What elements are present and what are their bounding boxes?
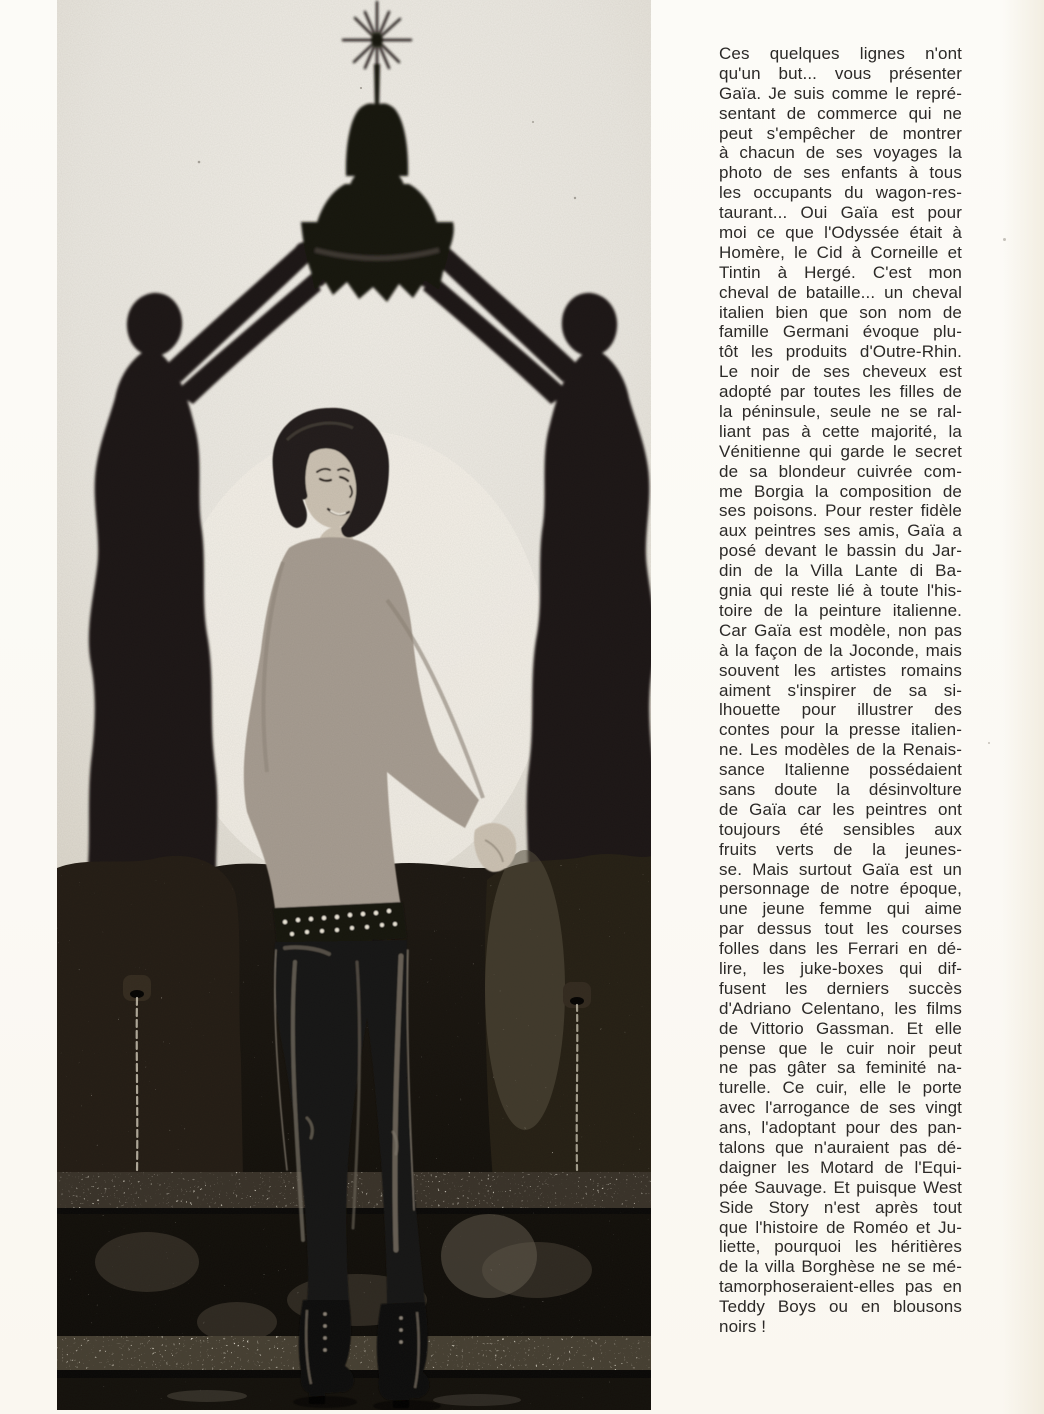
text-line: ne. Les modèles de la Renais- (719, 740, 962, 760)
text-line: pense que le cuir noir peut (719, 1038, 962, 1058)
text-line: peut s'empêcher de montrer (719, 123, 962, 143)
text-line: se. Mais surtout Gaïa est un (719, 859, 962, 879)
text-line: avec l'arrogance de ses vingt (719, 1098, 962, 1118)
text-line: d'Adriano Celentano, les films (719, 998, 962, 1018)
text-line: de Gaïa car les peintres ont (719, 799, 962, 819)
text-line: personnage de notre époque, (719, 879, 962, 899)
text-line: famille Germani évoque plu- (719, 322, 962, 342)
page-dust-speck (988, 742, 990, 744)
text-line: Side Story n'est après tout (719, 1197, 962, 1217)
text-line: Ces quelques lignes n'ont (719, 44, 962, 63)
text-line: pée Sauvage. Et puisque West (719, 1177, 962, 1197)
text-line: Gaïa. Je suis comme le repré- (719, 83, 962, 103)
text-line: Car Gaïa est modèle, non pas (719, 620, 962, 640)
text-line: Vénitienne qui garde le secret (719, 441, 962, 461)
text-line: sentant de commerce qui ne (719, 103, 962, 123)
article-text-column (719, 44, 962, 1337)
text-line: italien bien que son nom de (719, 302, 962, 322)
text-line: liette, pourquoi les héritières (719, 1237, 962, 1257)
text-line: ne pas gâter sa feminité na- (719, 1058, 962, 1078)
text-line: tamorphoseraient-elles pas en (719, 1277, 962, 1297)
text-line: cheval de bataille... un cheval (719, 282, 962, 302)
text-line: Homère, le Cid à Corneille et (719, 242, 962, 262)
text-line: photo de ses enfants à tous (719, 163, 962, 183)
text-line: noirs ! (719, 1317, 767, 1336)
text-line: adopté par toutes les filles de (719, 382, 962, 402)
text-line: posé devant le bassin du Jar- (719, 541, 962, 561)
text-line: fruits verts de la jeunes- (719, 839, 962, 859)
text-line: une jeune femme qui aime (719, 899, 962, 919)
text-line: qu'un but... vous présenter (719, 63, 962, 83)
text-line: lire, les juke-boxes qui dif- (719, 958, 962, 978)
text-line: aux peintres ses amis, Gaïa a (719, 521, 962, 541)
text-line: que l'histoire de Roméo et Ju- (719, 1217, 962, 1237)
text-line: aiment s'inspirer de sa si- (719, 680, 962, 700)
text-line: par dessus tout les courses (719, 919, 962, 939)
text-line: liant pas à cette majorité, la (719, 421, 962, 441)
text-line: toujours été sensibles aux (719, 819, 962, 839)
text-line: turelle. Ce cuir, elle le porte (719, 1078, 962, 1098)
text-line: à chacun de ses voyages la (719, 143, 962, 163)
text-line: les occupants du wagon-res- (719, 183, 962, 203)
text-line: sans doute la désinvolture (719, 779, 962, 799)
fountain-photo-art (57, 0, 651, 1410)
text-line: Tintin à Hergé. C'est mon (719, 262, 962, 282)
fountain-photo (57, 0, 651, 1410)
text-line: tôt les produits d'Outre-Rhin. (719, 342, 962, 362)
text-line: ses poisons. Pour rester fidèle (719, 501, 962, 521)
text-line: sance Italienne possédaient (719, 760, 962, 780)
text-line: daigner les Motard de l'Equi- (719, 1157, 962, 1177)
text-line: me Borgia la composition de (719, 481, 962, 501)
page-dust-speck (1003, 238, 1006, 241)
text-line: la péninsule, seule ne se ral- (719, 402, 962, 422)
text-line: folles dans les Ferrari en dé- (719, 939, 962, 959)
text-line: gnia qui reste lié à toute l'his- (719, 581, 962, 601)
text-line: de Vittorio Gassman. Et elle (719, 1018, 962, 1038)
page-edge-shading (1002, 0, 1044, 1414)
text-line: moi ce que l'Odyssée était à (719, 223, 962, 243)
text-line: contes pour la presse italien- (719, 720, 962, 740)
text-line: din de la Villa Lante di Ba- (719, 561, 962, 581)
text-line: Teddy Boys ou en blousons (719, 1297, 962, 1317)
text-line: talons que n'auraient pas dé- (719, 1137, 962, 1157)
photo-grain-overlay (57, 0, 651, 1410)
text-line: à la façon de la Joconde, mais (719, 640, 962, 660)
text-line: lhouette pour illustrer des (719, 700, 962, 720)
text-line: souvent les artistes romains (719, 660, 962, 680)
text-line: de sa blondeur cuivrée com- (719, 461, 962, 481)
text-line: de la villa Borghèse ne se mé- (719, 1257, 962, 1277)
text-line: fusent les derniers succès (719, 978, 962, 998)
text-line: Le noir de ses cheveux est (719, 362, 962, 382)
text-line: toire de la peinture italienne. (719, 600, 962, 620)
text-line: ans, l'adoptant pour des pan- (719, 1118, 962, 1138)
text-line: taurant... Oui Gaïa est pour (719, 203, 962, 223)
